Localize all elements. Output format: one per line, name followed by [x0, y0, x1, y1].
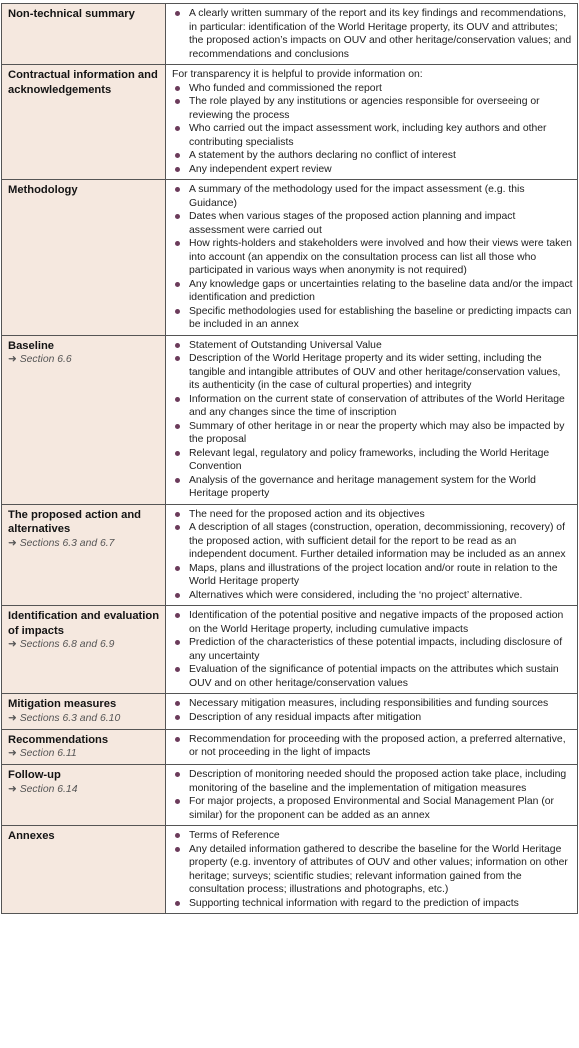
list-item [172, 95, 573, 122]
list-item [172, 183, 573, 210]
section-title: Non-technical summary [8, 8, 135, 20]
list-item-text: Description of any residual impacts after mitigation [189, 711, 422, 723]
section-content-cell [166, 504, 578, 606]
section-reference-text: Section 6.14 [19, 783, 78, 795]
section-reference [8, 638, 161, 652]
bullet-icon [175, 126, 180, 131]
list-item-text: Prediction of the characteristics of these potential impacts, including disclosure of any uncertainty [189, 637, 563, 662]
bullet-icon [175, 451, 180, 456]
list-item [172, 843, 573, 897]
arrow-right-icon: ➜ [8, 537, 17, 549]
section-content-cell [166, 606, 578, 694]
list-item [172, 339, 573, 353]
list-item [172, 562, 573, 589]
list-item [172, 237, 573, 278]
list-item-text: A summary of the methodology used for the impact assessment (e.g. this Guidance) [189, 184, 525, 209]
list-item-text: Necessary mitigation measures, including responsibilities and funding sources [189, 698, 549, 709]
section-title: Methodology [8, 184, 78, 196]
bullet-icon [175, 241, 180, 246]
list-item-text: Information on the current state of conservation of attributes of the World Heritage and any changes since the time of inscription [189, 393, 565, 418]
bullet-list [172, 697, 573, 724]
bullet-icon [175, 667, 180, 672]
list-item-text: Specific methodologies used for establishing the baseline or predicting impacts can be included in an annex [189, 305, 572, 330]
table-row [2, 504, 578, 606]
bullet-list [172, 339, 573, 501]
list-item [172, 768, 573, 795]
list-item-text: Summary of other heritage in or near the property which may also be impacted by the proposal [189, 420, 565, 445]
section-title: Contractual information and acknowledgements [8, 69, 158, 96]
section-content-cell [166, 4, 578, 65]
list-item [172, 447, 573, 474]
section-content-cell [166, 826, 578, 914]
arrow-right-icon: ➜ [8, 354, 17, 365]
section-reference-text: Sections 6.3 and 6.10 [19, 712, 121, 724]
section-reference-text: Sections 6.3 and 6.7 [19, 537, 115, 549]
list-item-text: Alternatives which were considered, including the ‘no project’ alternative. [189, 589, 523, 601]
list-item-text: For major projects, a proposed Environmental and Social Management Plan (or similar) for the proponent can be added as an annex [189, 796, 555, 821]
section-heading-cell [2, 335, 166, 504]
bullet-list [172, 609, 573, 690]
list-item [172, 508, 573, 522]
section-reference [8, 747, 161, 761]
list-item-text: The need for the proposed action and its objectives [189, 508, 425, 520]
section-heading-cell [2, 504, 166, 606]
bullet-icon [175, 772, 180, 777]
table-row [2, 729, 578, 765]
bullet-icon [175, 343, 180, 348]
bullet-icon [175, 478, 180, 483]
table-body [2, 4, 578, 914]
arrow-right-icon: ➜ [8, 639, 17, 650]
table-row [2, 694, 578, 730]
bullet-list [172, 829, 573, 910]
list-item [172, 163, 573, 177]
list-item-text: Any detailed information gathered to describe the baseline for the World Heritage property (e.g. inventory of attributes of OUV and other values; information on other heritage; surveys; scientific studies; relevant information gained from the consultation process; illustrations and photographs, etc.) [189, 843, 568, 895]
list-item [172, 474, 573, 501]
section-heading-cell [2, 4, 166, 65]
list-item [172, 609, 573, 636]
list-item-text: Evaluation of the significance of potential impacts on the attributes which sustain OUV and on other heritage/conservation values [189, 664, 559, 689]
section-title: Annexes [8, 830, 55, 842]
bullet-icon [175, 701, 180, 706]
list-item-text: Terms of Reference [189, 830, 280, 841]
list-item-text: Maps, plans and illustrations of the project location and/or route in relation to the World Heritage property [189, 562, 558, 587]
list-item-text: Dates when various stages of the proposed action planning and impact assessment were carried out [189, 211, 516, 236]
bullet-icon [175, 593, 180, 598]
section-heading-cell [2, 729, 166, 765]
list-item [172, 636, 573, 663]
list-item [172, 733, 573, 760]
bullet-icon [175, 282, 180, 287]
list-item [172, 352, 573, 393]
bullet-icon [175, 99, 180, 104]
list-item [172, 711, 573, 725]
list-item [172, 122, 573, 149]
list-item [172, 149, 573, 163]
list-item [172, 521, 573, 562]
bullet-icon [175, 11, 180, 16]
bullet-list [172, 733, 573, 760]
list-item-text: The role played by any institutions or agencies responsible for overseeing or reviewing the process [189, 96, 540, 121]
bullet-icon [175, 525, 180, 530]
bullet-icon [175, 640, 180, 645]
bullet-icon [175, 613, 180, 618]
list-item [172, 393, 573, 420]
section-content-cell [166, 65, 578, 180]
list-item-text: Statement of Outstanding Universal Value [189, 339, 382, 351]
bullet-icon [175, 214, 180, 219]
list-item-text: Relevant legal, regulatory and policy frameworks, including the World Heritage Convention [189, 447, 550, 472]
list-item-text: Any independent expert review [189, 163, 332, 175]
bullet-icon [175, 799, 180, 804]
list-item [172, 210, 573, 237]
list-item-text: Who funded and commissioned the report [189, 82, 382, 94]
bullet-icon [175, 566, 180, 571]
list-item-text: A clearly written summary of the report and its key findings and recommendations, in particular: identification of the World Heritage property, its OUV and attributes; the proposed action’s impacts on OUV and other heritage/conservation values; and recommendations and conclusions [189, 8, 572, 60]
table-row [2, 606, 578, 694]
bullet-list [172, 768, 573, 822]
list-item [172, 697, 573, 711]
arrow-right-icon: ➜ [8, 712, 17, 724]
list-item [172, 82, 573, 96]
bullet-icon [175, 512, 180, 517]
table-row [2, 335, 578, 504]
list-item-text: Recommendation for proceeding with the proposed action, a preferred alternative, or not proceeding in the light of impacts [189, 733, 566, 758]
list-item-text: How rights-holders and stakeholders were involved and how their views were taken into account (an appendix on the consultation process can list all those who participated in various ways when anonymity is not required) [189, 238, 572, 276]
table-row [2, 180, 578, 336]
section-heading-cell [2, 606, 166, 694]
list-item [172, 829, 573, 843]
section-reference [8, 353, 161, 367]
section-content-cell [166, 335, 578, 504]
list-item-text: A statement by the authors declaring no conflict of interest [189, 150, 456, 161]
report-contents-table [1, 3, 578, 914]
section-title: Baseline [8, 339, 55, 352]
section-title: Mitigation measures [8, 698, 117, 710]
section-content-cell [166, 729, 578, 765]
bullet-list [172, 82, 573, 177]
list-item [172, 589, 573, 603]
bullet-icon [175, 424, 180, 429]
list-item [172, 305, 573, 332]
bullet-icon [175, 187, 180, 192]
section-reference [8, 537, 161, 551]
list-item-text: Identification of the potential positive and negative impacts of the proposed action on the World Heritage property, including cumulative impacts [189, 610, 564, 635]
list-item-text: A description of all stages (construction, operation, decommissioning, recovery) of the proposed action, with sufficient detail for the report to be read as an independent document. Further detailed information may be included as an annex [189, 522, 566, 560]
list-item [172, 278, 573, 305]
section-title: Follow-up [8, 769, 61, 781]
list-item [172, 897, 573, 911]
section-intro: For transparency it is helpful to provide information on: [172, 69, 423, 80]
bullet-list [172, 508, 573, 603]
list-item [172, 7, 573, 61]
table-row [2, 826, 578, 914]
list-item [172, 795, 573, 822]
bullet-icon [175, 901, 180, 906]
arrow-right-icon: ➜ [8, 748, 17, 759]
bullet-icon [175, 167, 180, 172]
bullet-icon [175, 737, 180, 742]
bullet-icon [175, 397, 180, 402]
arrow-right-icon: ➜ [8, 783, 17, 795]
list-item-text: Supporting technical information with regard to the prediction of impacts [189, 897, 519, 909]
bullet-icon [175, 847, 180, 852]
list-item-text: Analysis of the governance and heritage management system for the World Heritage property [189, 474, 536, 499]
section-content-cell [166, 765, 578, 826]
section-heading-cell [2, 694, 166, 730]
section-content-cell [166, 694, 578, 730]
list-item-text: Description of monitoring needed should the proposed action take place, including monitoring of the baseline and the implementation of mitigation measures [189, 769, 567, 794]
section-title: The proposed action and alternatives [8, 508, 142, 535]
section-reference [8, 783, 161, 797]
list-item-text: Who carried out the impact assessment work, including key authors and other contributing specialists [189, 123, 547, 148]
list-item [172, 663, 573, 690]
section-reference-text: Sections 6.8 and 6.9 [19, 639, 115, 650]
list-item-text: Any knowledge gaps or uncertainties relating to the baseline data and/or the impact identification and prediction [189, 278, 573, 303]
table-row [2, 4, 578, 65]
section-reference-text: Section 6.11 [19, 748, 77, 759]
table-row [2, 765, 578, 826]
list-item [172, 420, 573, 447]
bullet-icon [175, 153, 180, 158]
section-reference [8, 712, 161, 726]
section-heading-cell [2, 180, 166, 336]
bullet-icon [175, 715, 180, 720]
list-item-text: Description of the World Heritage property and its wider setting, including the tangible and intangible attributes of OUV and other heritage/conservation values, its authenticity (in the case of cultural properties) and integrity [189, 353, 561, 391]
table-row [2, 65, 578, 180]
bullet-icon [175, 356, 180, 361]
section-heading-cell [2, 65, 166, 180]
section-heading-cell [2, 765, 166, 826]
bullet-icon [175, 86, 180, 91]
bullet-icon [175, 833, 180, 838]
section-title: Recommendations [8, 733, 109, 746]
bullet-icon [175, 309, 180, 314]
section-content-cell [166, 180, 578, 336]
section-title: Identification and evaluation of impacts [8, 610, 160, 637]
bullet-list [172, 183, 573, 332]
bullet-list [172, 7, 573, 61]
section-heading-cell [2, 826, 166, 914]
section-reference-text: Section 6.6 [19, 354, 72, 365]
